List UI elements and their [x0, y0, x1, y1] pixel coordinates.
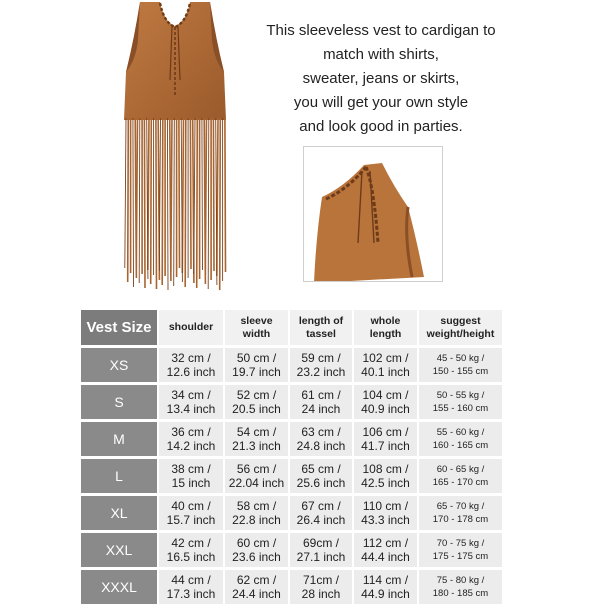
cell-text: 17.3 inch [166, 587, 216, 601]
cell-text: 175 - 175 cm [432, 551, 489, 562]
cell-text: 28 inch [301, 587, 341, 601]
measurement-cell [354, 496, 417, 530]
cell-text: 22.04 inch [228, 476, 285, 490]
cell-text: 20.5 inch [232, 402, 281, 416]
cell-text: 40 cm / [171, 499, 211, 513]
size-label: XL [81, 496, 157, 530]
measurement-cell [225, 533, 288, 567]
measurement-cell [225, 385, 288, 419]
header-text: tassel [306, 327, 336, 340]
cell-text: 65 - 70 kg / [436, 501, 485, 512]
cell-text: 36 cm / [171, 425, 211, 439]
cell-text: 106 cm / [362, 425, 409, 439]
measurement-cell [290, 385, 352, 419]
table-row [81, 348, 502, 382]
cell-text: 40.9 inch [361, 402, 410, 416]
size-table [79, 307, 504, 607]
measurement-cell [225, 570, 288, 604]
description-line: and look good in parties. [299, 118, 463, 135]
size-label: L [81, 459, 157, 493]
cell-text: 155 - 160 cm [432, 403, 489, 414]
cell-text: 69cm / [302, 536, 339, 550]
cell-text: 12.6 inch [166, 365, 216, 379]
measurement-cell [419, 459, 502, 493]
header-text: suggest [440, 314, 481, 327]
cell-text: 55 - 60 kg / [436, 427, 485, 438]
description-line: you will get your own style [293, 94, 469, 111]
vest-fringe [128, 118, 226, 290]
measurement-cell [159, 533, 223, 567]
cell-text: 102 cm / [362, 351, 409, 365]
size-label: M [81, 422, 157, 456]
cell-text: 43.3 inch [361, 513, 410, 527]
cell-text: 110 cm / [362, 499, 409, 513]
cell-text: 150 - 155 cm [432, 366, 489, 377]
measurement-cell [159, 496, 223, 530]
cell-text: 16.5 inch [166, 550, 216, 564]
cell-text: 24.4 inch [232, 587, 281, 601]
cell-text: 15.7 inch [166, 513, 216, 527]
header-text: width [242, 327, 271, 340]
cell-text: 26.4 inch [296, 513, 346, 527]
cell-text: 42.5 inch [361, 476, 410, 490]
cell-text: 170 - 178 cm [432, 514, 489, 525]
vest-body [124, 2, 226, 120]
cell-text: 27.1 inch [296, 550, 346, 564]
cell-text: 25.6 inch [296, 476, 346, 490]
header-text: whole [370, 314, 401, 327]
cell-text: 104 cm / [362, 388, 409, 402]
table-row [81, 496, 502, 530]
measurement-cell [290, 422, 352, 456]
table-row [81, 422, 502, 456]
cell-text: 160 - 165 cm [432, 440, 489, 451]
cell-text: 62 cm / [236, 573, 277, 587]
size-label: S [81, 385, 157, 419]
header-whole-length [354, 310, 417, 345]
table-row [81, 385, 502, 419]
measurement-cell [159, 459, 223, 493]
cell-text: 19.7 inch [232, 365, 281, 379]
size-label: XS [81, 348, 157, 382]
measurement-cell [290, 570, 352, 604]
fringe-vest-illustration [112, 0, 238, 292]
cell-text: 23.6 inch [232, 550, 281, 564]
cell-text: 58 cm / [236, 499, 277, 513]
cell-text: 24 inch [301, 402, 341, 416]
cell-text: 75 - 80 kg / [436, 575, 485, 586]
cell-text: 71cm / [302, 573, 339, 587]
header-text: sleeve [240, 314, 273, 327]
measurement-cell [225, 348, 288, 382]
header-weight-height [419, 310, 502, 345]
table-row [81, 570, 502, 604]
cell-text: 21.3 inch [232, 439, 281, 453]
cell-text: 23.2 inch [296, 365, 346, 379]
cell-text: 61 cm / [301, 388, 341, 402]
vest-product-image [112, 0, 238, 292]
measurement-cell [225, 422, 288, 456]
measurement-cell [354, 459, 417, 493]
measurement-cell [419, 422, 502, 456]
header-text: length [369, 327, 402, 340]
cell-text: 13.4 inch [166, 402, 216, 416]
size-chart [79, 307, 504, 607]
cell-text: 165 - 170 cm [432, 477, 489, 488]
cell-text: 24.8 inch [296, 439, 346, 453]
measurement-cell [419, 496, 502, 530]
header-text: length of [298, 314, 344, 327]
measurement-cell [290, 459, 352, 493]
vest-detail-image [303, 146, 443, 282]
measurement-cell [159, 385, 223, 419]
measurement-cell [419, 385, 502, 419]
cell-text: 38 cm / [171, 462, 211, 476]
measurement-cell [354, 570, 417, 604]
measurement-cell [159, 570, 223, 604]
measurement-cell [290, 533, 352, 567]
cell-text: 60 - 65 kg / [436, 464, 485, 475]
measurement-cell [159, 348, 223, 382]
size-label: XXXL [81, 570, 157, 604]
cell-text: 50 - 55 kg / [436, 390, 485, 401]
cell-text: 70 - 75 kg / [436, 538, 485, 549]
measurement-cell [419, 570, 502, 604]
table-header-row [81, 310, 502, 345]
measurement-cell [354, 385, 417, 419]
cell-text: 63 cm / [301, 425, 341, 439]
description-line: sweater, jeans or skirts, [302, 70, 460, 87]
cell-text: 50 cm / [236, 351, 277, 365]
description-line: This sleeveless vest to cardigan to [266, 22, 496, 39]
cell-text: 54 cm / [236, 425, 277, 439]
cell-text: 14.2 inch [166, 439, 216, 453]
cell-text: 44.4 inch [361, 550, 410, 564]
cell-text: 52 cm / [236, 388, 277, 402]
header-sleeve-width [225, 310, 288, 345]
cell-text: 42 cm / [171, 536, 211, 550]
cell-text: 59 cm / [301, 351, 341, 365]
table-row [81, 459, 502, 493]
measurement-cell [290, 348, 352, 382]
measurement-cell [225, 459, 288, 493]
measurement-cell [159, 422, 223, 456]
cell-text: 112 cm / [362, 536, 409, 550]
description-line: match with shirts, [323, 46, 439, 63]
cell-text: 45 - 50 kg / [436, 353, 485, 364]
measurement-cell [225, 496, 288, 530]
measurement-cell [354, 422, 417, 456]
measurement-cell [419, 348, 502, 382]
vest-size-header: Vest Size [81, 310, 157, 345]
cell-text: 67 cm / [301, 499, 341, 513]
cell-text: 65 cm / [301, 462, 341, 476]
cell-text: 22.8 inch [232, 513, 281, 527]
header-text: weight/height [426, 327, 495, 340]
cell-text: 15 inch [171, 476, 211, 490]
cell-text: 56 cm / [236, 462, 277, 476]
cell-text: 41.7 inch [361, 439, 410, 453]
size-label: XXL [81, 533, 157, 567]
cell-text: 114 cm / [362, 573, 409, 587]
header-tassel-length [290, 310, 352, 345]
cell-text: 108 cm / [362, 462, 409, 476]
neckline-closeup-illustration [304, 147, 443, 282]
header-text: shoulder [168, 321, 214, 333]
product-description [256, 19, 506, 139]
cell-text: 40.1 inch [361, 365, 410, 379]
cell-text: 44 cm / [171, 573, 211, 587]
cell-text: 32 cm / [171, 351, 211, 365]
table-row [81, 533, 502, 567]
measurement-cell [419, 533, 502, 567]
cell-text: 180 - 185 cm [432, 588, 489, 599]
measurement-cell [290, 496, 352, 530]
cell-text: 34 cm / [171, 388, 211, 402]
header-shoulder [159, 310, 223, 345]
measurement-cell [354, 533, 417, 567]
cell-text: 60 cm / [236, 536, 277, 550]
cell-text: 44.9 inch [361, 587, 410, 601]
measurement-cell [354, 348, 417, 382]
